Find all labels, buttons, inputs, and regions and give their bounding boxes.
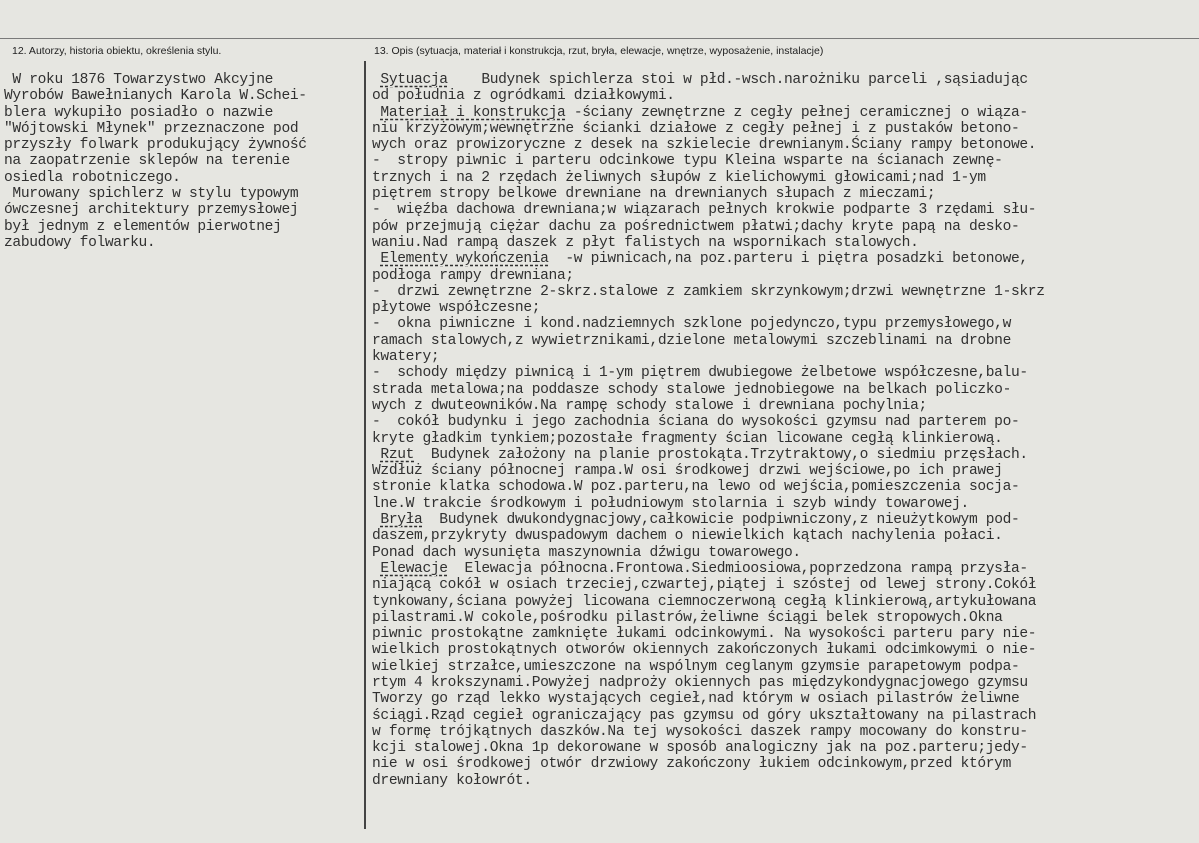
description-text-line (372, 545, 1194, 561)
description-text-line (372, 496, 1194, 512)
left-section-header: 12. Autorzy, historia obiektu, określenia stylu. (12, 45, 222, 57)
description-text-line (372, 186, 1194, 202)
description-text-line (372, 349, 1194, 365)
description-text-line (372, 675, 1194, 691)
description-text-line (372, 235, 1194, 251)
line-text: wielkiej strzałce,umieszczone na wspólnym ceglanym gzymsie parapetowym podpa- (372, 658, 1020, 675)
description-text-line (372, 219, 1194, 235)
description-text-line (372, 528, 1194, 544)
line-text: Wzdłuż ściany północnej rampa.W osi środkowej drzwi wejściowe,po ich prawej (372, 463, 1003, 480)
description-text-line (372, 561, 1194, 577)
line-text: kwatery; (372, 349, 440, 366)
description-text-line (372, 773, 1194, 789)
line-text: - więźba dachowa drewniana;w wiązarach pełnych krokwie podparte 3 rzędami słu- (372, 202, 1037, 219)
line-text: lne.W trakcie środkowym i południowym stolarnia i szyb windy towarowej. (372, 495, 969, 512)
column-divider (364, 61, 366, 829)
description-text-line (372, 414, 1194, 430)
line-text: trznych i na 2 rzędach żeliwnych słupów z kielichowymi głowicami;nad 1-ym (372, 169, 986, 186)
description-text-line (372, 447, 1194, 463)
description-text-line (372, 137, 1194, 153)
description-text-line (372, 463, 1194, 479)
right-section-header: 13. Opis (sytuacja, materiał i konstrukcja, rzut, bryła, elewacje, wnętrze, wyposażenie, instalacje) (374, 45, 824, 57)
section-heading: Elewacje (380, 560, 448, 577)
section-heading: Rzut (380, 446, 415, 463)
description-text-line (372, 740, 1194, 756)
line-text: od południa z ogródkami działkowymi. (372, 88, 675, 105)
line-text: piwnic prostokątne zamknięte łukami odcinkowymi. Na wysokości parteru pary nie- (372, 626, 1037, 643)
line-text: wych z dwuteowników.Na rampę schody stalowe i drewniana pochylnia; (372, 397, 927, 414)
section-heading: Elementy wykończenia (380, 251, 549, 268)
history-text-line: osiedla robotniczego. (4, 169, 181, 186)
section-heading: Bryła (380, 512, 423, 529)
description-text-line (372, 365, 1194, 381)
description-text-line (372, 479, 1194, 495)
description-text-line (372, 316, 1194, 332)
line-text: nie w osi środkowej otwór drzwiowy zakończony łukiem odcinkowym,przed którym (372, 756, 1011, 773)
history-text-line: Murowany spichlerz w stylu typowym (4, 186, 299, 203)
line-text: - cokół budynku i jego zachodnia ściana do wysokości gzymsu nad parterem po- (372, 414, 1020, 431)
description-text-line (372, 626, 1194, 642)
description-text-line (372, 268, 1194, 284)
description-text-line (372, 121, 1194, 137)
line-text: podłoga rampy drewniana; (372, 267, 574, 284)
line-text: strada metalowa;na poddasze schody stalowe jednobiegowe na belkach policzko- (372, 381, 1011, 398)
description-text-line (372, 398, 1194, 414)
description-text-line (372, 284, 1194, 300)
line-text: płytowe współczesne; (372, 300, 541, 317)
history-text-line: ówczesnej architektury przemysłowej (4, 202, 299, 219)
description-text-line (372, 300, 1194, 316)
line-text: - okna piwniczne i kond.nadziemnych szklone pojedynczo,typu przemysłowego,w (372, 316, 1011, 333)
description-text-line (372, 594, 1194, 610)
description-text-line (372, 88, 1194, 104)
description-text-line (372, 512, 1194, 528)
line-text: stronie klatka schodowa.W poz.parteru,na lewo od wejścia,pomieszczenia socja- (372, 479, 1020, 496)
line-text: niu krzyżowym;wewnętrzne ścianki działowe z cegły pełnej i z pustaków betono- (372, 120, 1020, 137)
history-text-line: "Wójtowski Młynek" przeznaczone pod (4, 120, 299, 137)
line-text: Ponad dach wysunięta maszynownia dźwigu towarowego. (372, 544, 801, 561)
line-text: -ściany zewnętrzne z cegły pełnej ceramicznej o wiąza- (565, 104, 1028, 121)
description-text-line (372, 659, 1194, 675)
history-text-line: na zaopatrzenie sklepów na terenie (4, 153, 290, 170)
description-text-line (372, 72, 1194, 88)
line-text: rtym 4 krokszynami.Powyżej nadproży okiennych pas międzykondygnacjowego gzymsu (372, 674, 1028, 691)
description-text-line (372, 577, 1194, 593)
description-text-line (372, 610, 1194, 626)
line-text: drewniany kołowrót. (372, 772, 532, 789)
description-text-line (372, 708, 1194, 724)
history-text-line: W roku 1876 Towarzystwo Akcyjne (4, 72, 274, 88)
line-text: - stropy piwnic i parteru odcinkowe typu Kleina wsparte na ścianach zewnę- (372, 153, 1003, 170)
line-text: Tworzy go rząd lekko wystających cegieł,nad którym w osiach pilastrów żeliwne (372, 691, 1020, 708)
section-heading: Sytuacja (380, 72, 448, 88)
history-text-line: był jednym z elementów pierwotnej (4, 218, 282, 235)
line-text: - drzwi zewnętrzne 2-skrz.stalowe z zamkiem skrzynkowym;drzwi wewnętrzne 1-skrz (372, 283, 1045, 300)
line-text: Elewacja północna.Frontowa.Siedmioosiowa,poprzedzona rampą przysła- (447, 560, 1028, 577)
line-text: kcji stalowej.Okna 1p dekorowane w sposób analogiczny jak na poz.parteru;jedy- (372, 740, 1028, 757)
description-text-line (372, 333, 1194, 349)
line-text: Budynek dwukondygnacjowy,całkowicie podpiwniczony,z nieużytkowym pod- (422, 512, 1020, 529)
line-text: -w piwnicach,na poz.parteru i piętra posadzki betonowe, (548, 251, 1028, 268)
description-text-line (372, 382, 1194, 398)
line-text: - schody między piwnicą i 1-ym piętrem dwubiegowe żelbetowe współczesne,balu- (372, 365, 1028, 382)
description-text-line (372, 170, 1194, 186)
section-heading: Materiał i konstrukcja (380, 104, 566, 121)
line-text: wielkich prostokątnych otworów okiennych zakończonych łukami odcimkowymi o nie- (372, 642, 1037, 659)
description-text-line (372, 251, 1194, 267)
history-text-line: Wyrobów Bawełnianych Karola W.Schei- (4, 88, 307, 105)
description-text-line (372, 153, 1194, 169)
line-text: waniu.Nad rampą daszek z płyt falistych na wspornikach stalowych. (372, 234, 919, 251)
line-text: w formę trójkątnych daszków.Na tej wysokości daszek rampy mocowany do konstru- (372, 723, 1028, 740)
line-text: tynkowany,ściana powyżej licowana ciemnoczerwoną cegłą klinkierową,artykułowana (372, 593, 1037, 610)
line-text: wych oraz prowizoryczne z desek na szkielecie drewnianym.Ściany rampy betonowe. (372, 137, 1037, 154)
description-text-line (372, 202, 1194, 218)
description-text-line (372, 724, 1194, 740)
description-text-line (372, 756, 1194, 772)
line-text: daszem,przykryty dwuspadowym dachem o niewielkich kątach nachylenia połaci. (372, 528, 1003, 545)
history-text-line: zabudowy folwarku. (4, 234, 156, 251)
header-rule (0, 38, 1199, 39)
description-text-column (372, 72, 1194, 789)
history-text-column (4, 72, 360, 251)
line-text: niającą cokół w osiach trzeciej,czwartej,piątej i szóstej od lewej strony.Cokół (372, 577, 1037, 594)
line-text: ściągi.Rząd cegieł ograniczający pas gzymsu od góry ukształtowany na pilastrach (372, 707, 1037, 724)
history-text-line: blera wykupiło posiadło o nazwie (4, 104, 274, 121)
description-text-line (372, 642, 1194, 658)
line-text: Budynek spichlerza stoi w płd.-wsch.narożniku parceli ,sąsiadując (447, 72, 1028, 88)
line-text: piętrem stropy belkowe drewniane na drewnianych słupach z mieczami; (372, 186, 936, 203)
description-text-line (372, 431, 1194, 447)
description-text-line (372, 105, 1194, 121)
line-text: ramach stalowych,z wywietrznikami,dzielone metalowymi szczeblinami na drobne (372, 332, 1011, 349)
description-text-line (372, 691, 1194, 707)
line-text: kryte gładkim tynkiem;pozostałe fragmenty ścian licowane cegłą klinkierową. (372, 430, 1003, 447)
history-text-line: przyszły folwark produkujący żywność (4, 137, 307, 154)
line-text: pów przejmują ciężar dachu za pośrednictwem płatwi;dachy kryte papą na desko- (372, 218, 1020, 235)
line-text: Budynek założony na planie prostokąta.Trzytraktowy,o siedmiu przęsłach. (414, 446, 1028, 463)
line-text: pilastrami.W cokole,pośrodku pilastrów,żeliwne ściągi belek stropowych.Okna (372, 609, 1003, 626)
